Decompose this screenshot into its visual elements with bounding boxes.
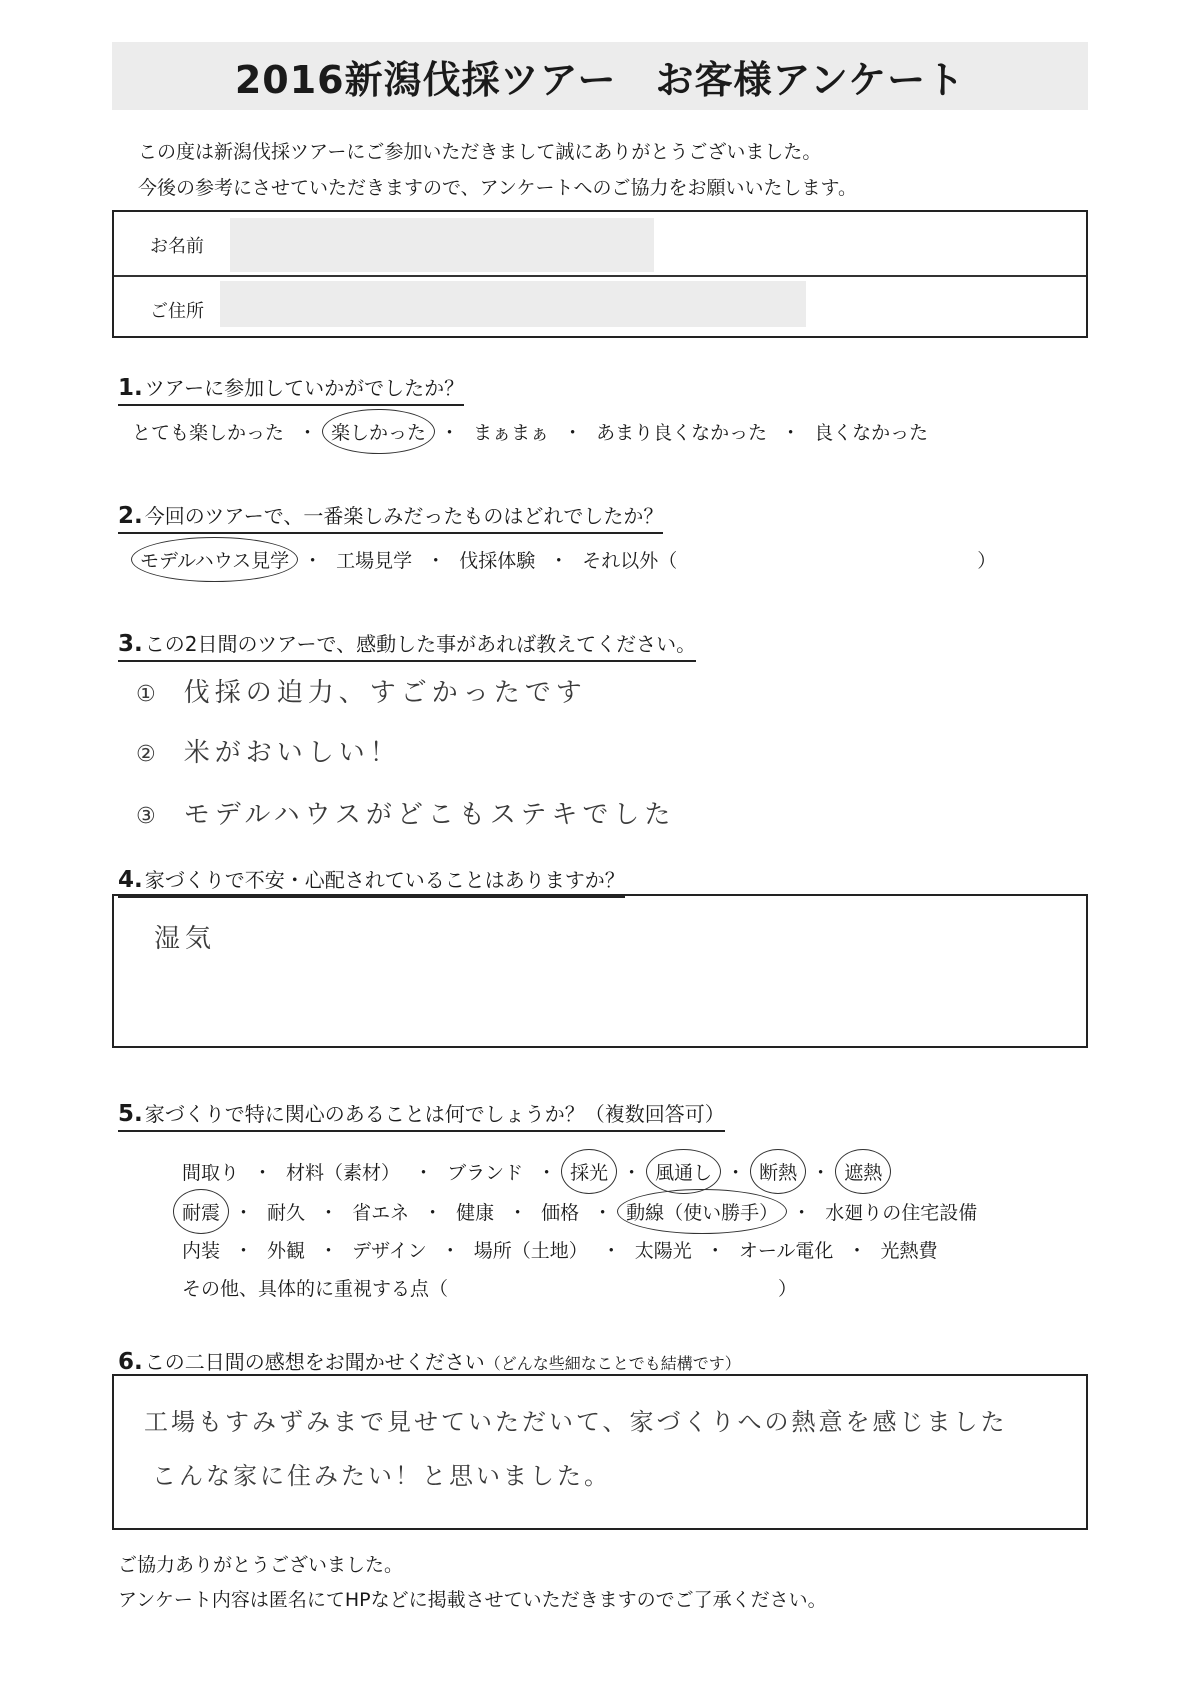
q2-close-paren: ） — [977, 550, 997, 572]
q5-option-all-denka[interactable]: オール電化 — [738, 1240, 834, 1262]
address-redacted-field[interactable] — [220, 281, 806, 327]
q3-bullet-3: ③ — [136, 804, 156, 829]
q2-text: 今回のツアーで、一番楽しみだったものはどれでしたか？ — [144, 504, 664, 528]
q6-answer-line-2: こんな家に住みたい！と思いました。 — [152, 1462, 611, 1490]
q4-answer-text: 湿気 — [154, 924, 217, 954]
q3-answer-3 — [136, 794, 675, 831]
q3-heading — [118, 628, 696, 662]
q5-option-zairyou[interactable]: 材料（素材） — [286, 1162, 401, 1184]
address-row — [114, 275, 1086, 339]
q5-option-brand[interactable]: ブランド — [447, 1162, 524, 1184]
name-row — [114, 212, 1086, 274]
q6-answer-line-1: 工場もすみずみまで見せていただいて、家づくりへの熱意を感じました — [144, 1408, 1008, 1436]
intro-line-1: この度は新潟伐採ツアーにご参加いただきまして誠にありがとうございました。 — [138, 141, 822, 163]
address-label: ご住所 — [150, 301, 204, 322]
q1-options: とても楽しかった ・ 楽しかった ・ まぁまぁ ・ あまり良くなかった ・ 良くなかった — [132, 418, 928, 445]
q5-option-gaikan[interactable]: 外観 — [267, 1240, 306, 1262]
q5-option-naisou[interactable]: 内装 — [182, 1240, 221, 1262]
q3-text: この2日間のツアーで、感動した事があれば教えてください。 — [144, 632, 697, 656]
q5-text: 家づくりで特に関心のあることは何でしょうか？（複数回答可） — [144, 1102, 725, 1126]
name-label: お名前 — [150, 236, 204, 257]
q2-number: 2. — [118, 503, 143, 529]
q5-option-dousen-circled[interactable]: 動線（使い勝手） — [626, 1198, 778, 1225]
q2-option-1-circled[interactable]: モデルハウス見学 — [140, 546, 289, 573]
q5-row-2: 耐震 ・ 耐久 ・ 省エネ ・ 健康 ・ 価格 ・ 動線（使い勝手） ・ 水廻りの住宅設備 — [182, 1198, 977, 1225]
q3-answer-3-text: モデルハウスがどこもステキでした — [183, 800, 676, 830]
q3-answer-1-text: 伐採の迫力、すごかったです — [183, 678, 587, 708]
q3-bullet-1: ① — [136, 682, 156, 707]
q5-number: 5. — [118, 1101, 143, 1127]
q1-option-5[interactable]: 良くなかった — [814, 422, 929, 444]
q3-answer-1 — [136, 672, 587, 709]
q1-option-3[interactable]: まぁまぁ — [473, 422, 550, 444]
q1-number: 1. — [118, 375, 143, 401]
q5-option-kounetsuhi[interactable]: 光熱費 — [880, 1240, 938, 1262]
name-redacted-field[interactable] — [230, 218, 654, 272]
q2-option-3[interactable]: 伐採体験 — [459, 550, 536, 572]
q5-option-mizumawari[interactable]: 水廻りの住宅設備 — [825, 1202, 978, 1224]
q5-other-label: その他、具体的に重視する点（ — [182, 1278, 449, 1300]
q1-option-2-circled[interactable]: 楽しかった — [331, 418, 426, 445]
q2-heading — [118, 500, 663, 534]
q2-option-2[interactable]: 工場見学 — [336, 550, 413, 572]
q5-option-taikyuu[interactable]: 耐久 — [267, 1202, 306, 1224]
q6-note: （どんな些細なことでも結構です） — [484, 1354, 741, 1373]
q5-option-madori[interactable]: 間取り — [182, 1162, 240, 1184]
q5-option-taishin-circled[interactable]: 耐震 — [182, 1198, 220, 1225]
q6-text: この二日間の感想をお聞かせください — [144, 1350, 485, 1374]
q5-other-row — [182, 1274, 797, 1301]
q6-answer-box[interactable] — [112, 1374, 1088, 1530]
q3-bullet-2: ② — [136, 742, 156, 767]
q1-heading — [118, 372, 464, 406]
q1-option-1[interactable]: とても楽しかった — [132, 422, 285, 444]
survey-title: 2016新潟伐採ツアー お客様アンケート — [112, 42, 1088, 110]
q5-option-taiyoukou[interactable]: 太陽光 — [634, 1240, 692, 1262]
q5-option-shanetsu-circled[interactable]: 遮熱 — [844, 1158, 882, 1185]
q1-option-4[interactable]: あまり良くなかった — [596, 422, 768, 444]
q5-option-kazetooshi-circled[interactable]: 風通し — [655, 1158, 712, 1185]
q1-text: ツアーに参加していかがでしたか？ — [144, 376, 465, 400]
q5-option-dannetsu-circled[interactable]: 断熱 — [759, 1158, 797, 1185]
q2-options: モデルハウス見学 ・ 工場見学 ・ 伐採体験 ・ それ以外（ ） — [140, 546, 996, 573]
q5-option-shouene[interactable]: 省エネ — [352, 1202, 410, 1224]
q4-text: 家づくりで不安・心配されていることはありますか？ — [144, 868, 625, 892]
intro-line-2: 今後の参考にさせていただきますので、アンケートへのご協力をお願いいたします。 — [138, 177, 857, 199]
q5-row-1: 間取り ・ 材料（素材） ・ ブランド ・ 採光 ・ 風通し ・ 断熱 ・ 遮熱 — [182, 1158, 882, 1185]
q5-option-saikou-circled[interactable]: 採光 — [570, 1158, 608, 1185]
q5-heading — [118, 1098, 725, 1132]
q6-number: 6. — [118, 1349, 143, 1375]
q3-answer-2 — [136, 732, 401, 769]
footer-notice: アンケート内容は匿名にてHPなどに掲載させていただきますのでご了承ください。 — [118, 1589, 827, 1611]
q3-answer-2-text: 米がおいしい！ — [183, 738, 401, 768]
q4-number: 4. — [118, 867, 143, 893]
q4-answer-box[interactable] — [112, 894, 1088, 1048]
q5-option-kenkou[interactable]: 健康 — [456, 1202, 495, 1224]
q5-option-design[interactable]: デザイン — [352, 1240, 427, 1262]
q2-option-4[interactable]: それ以外（ — [582, 550, 678, 572]
q5-option-basho[interactable]: 場所（土地） — [473, 1240, 588, 1262]
q5-option-kakaku[interactable]: 価格 — [541, 1202, 580, 1224]
q5-other-close-paren: ） — [778, 1278, 798, 1300]
q4-heading — [118, 864, 625, 898]
q3-number: 3. — [118, 631, 143, 657]
personal-info-box — [112, 210, 1088, 338]
footer-thanks: ご協力ありがとうございました。 — [118, 1554, 404, 1576]
q5-row-3: 内装 ・ 外観 ・ デザイン ・ 場所（土地） ・ 太陽光 ・ オール電化 ・ 光熱費 — [182, 1236, 937, 1263]
